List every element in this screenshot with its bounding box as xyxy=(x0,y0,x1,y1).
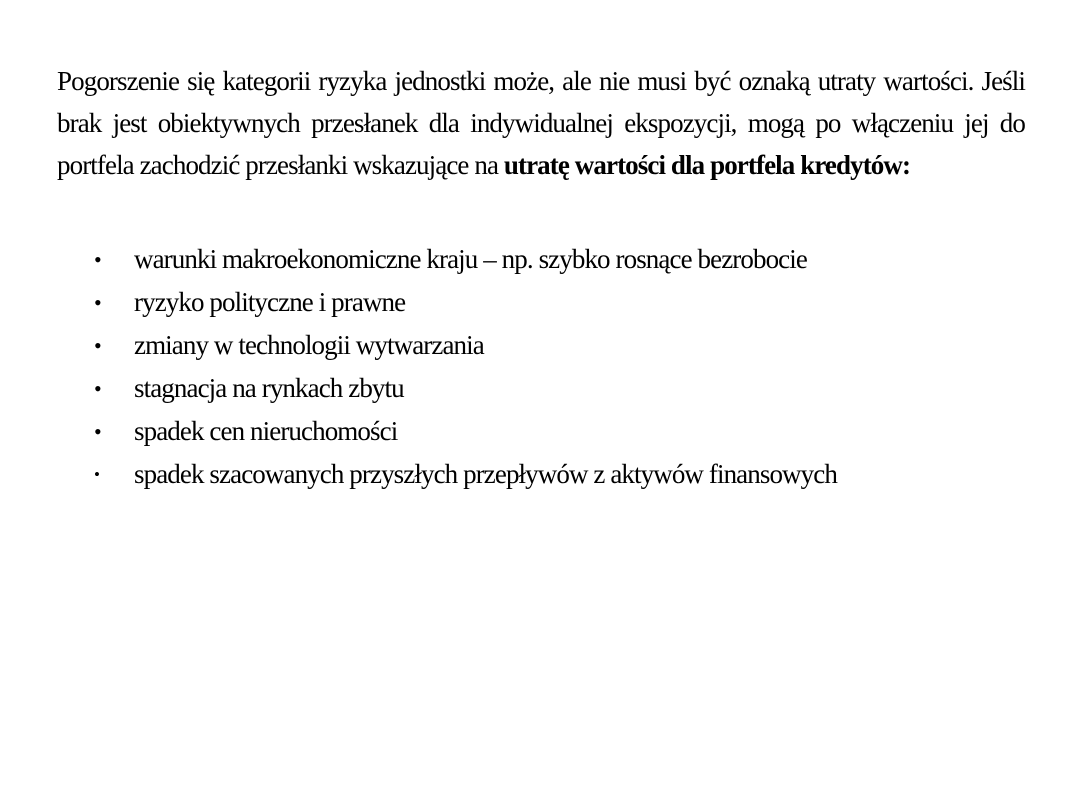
bullet-icon: • xyxy=(94,246,101,272)
bullet-icon: • xyxy=(94,418,101,444)
list-item xyxy=(90,324,1050,367)
intro-emphasis: utratę wartości dla portfela kredytów: xyxy=(503,150,911,180)
list-item xyxy=(90,367,1050,410)
intro-paragraph xyxy=(57,60,1025,186)
list-item xyxy=(90,281,1050,324)
bullet-icon: • xyxy=(94,332,101,358)
bullet-icon: • xyxy=(94,289,101,315)
list-item-text: warunki makroekonomiczne kraju – np. szybko rosnące bezrobocie xyxy=(134,244,807,274)
bullet-icon: • xyxy=(94,464,100,484)
list-item-text: spadek szacowanych przyszłych przepływów z aktywów finansowych xyxy=(134,459,837,489)
list-item-text: zmiany w technologii wytwarzania xyxy=(134,330,484,360)
list-item xyxy=(90,410,1050,453)
list-item-text: spadek cen nieruchomości xyxy=(134,416,398,446)
intro-text: Pogorszenie się kategorii ryzyka jednostki może, ale nie musi być oznaką utraty wartości. Jeśli brak jest obiektywnych przesłanek dla indywidualnej ekspozycji, mogą po włączeniu jej do portfela zachodzić przesłanki wskazujące na xyxy=(57,66,1025,180)
list-item xyxy=(90,453,1050,496)
list-item xyxy=(90,238,1050,281)
bullet-icon: • xyxy=(94,375,101,401)
list-item-text: ryzyko polityczne i prawne xyxy=(134,287,406,317)
list-item-text: stagnacja na rynkach zbytu xyxy=(134,373,404,403)
bullet-list xyxy=(90,238,1050,496)
